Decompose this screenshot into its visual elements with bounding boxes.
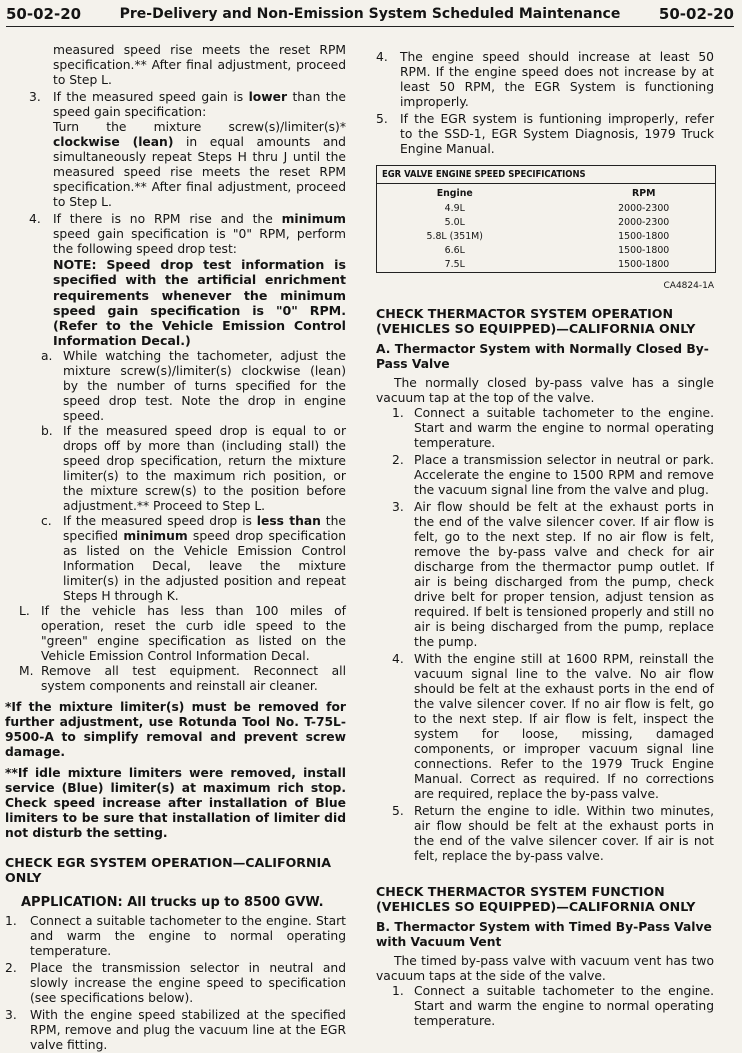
engine-cell: 5.8L (351M) — [426, 230, 483, 242]
page-number-left: 50-02-20 — [6, 5, 82, 23]
right-column — [376, 50, 714, 1029]
list-item — [376, 984, 714, 1029]
item-number: 4. — [29, 212, 41, 226]
engine-cell: 5.0L — [444, 216, 465, 228]
list-item — [376, 804, 714, 864]
item-number: 3. — [29, 90, 41, 104]
sub-item — [5, 424, 346, 514]
sub-item — [5, 349, 346, 424]
footnote: **If idle mixture limiters were removed, install service (Blue) limiter(s) at maximum rich stop. Check speed increase after installation of Blue limiters to be sure that installation of limiter did not disturb the setting. — [5, 765, 346, 840]
list-item — [376, 50, 714, 110]
list-item — [376, 112, 714, 157]
step-item — [5, 664, 346, 694]
sub-item-text: If the measured speed drop is less than the specified minimum speed drop specification as listed on the Vehicle Emission Control Information Decal, leave the mixture limiter(s) in the adjusted position and repeat Steps H through K. — [63, 513, 346, 603]
item-number: 3. — [5, 1007, 17, 1022]
subsection-heading: A. Thermactor System with Normally Closed By-Pass Valve — [376, 341, 709, 371]
item-number: 3. — [392, 499, 404, 514]
intro-paragraph: The timed by-pass valve with vacuum vent has two vacuum taps at the side of the valve. — [376, 953, 714, 983]
left-column — [5, 43, 346, 1053]
list-item — [376, 500, 714, 650]
item-text: Connect a suitable tachometer to the engine. Start and warm the engine to normal operating temperature. — [414, 983, 714, 1028]
list-item — [5, 90, 346, 120]
step-text: If the vehicle has less than 100 miles of operation, reset the curb idle speed to the "green" engine specification as listed on the Vehicle Emission Control Information Decal. — [41, 603, 346, 663]
item-text: Place a transmission selector in neutral or park. Accelerate the engine to 1500 RPM and remove the vacuum signal line from the valve and plug. — [414, 452, 714, 497]
item-text: The engine speed should increase at least 50 RPM. If the engine speed does not increase by at least 50 RPM, the EGR System is functioning improperly. — [400, 50, 714, 109]
item-number: 1. — [392, 405, 404, 420]
step-item — [5, 604, 346, 664]
egr-spec-table-box — [376, 165, 716, 273]
item-number: 1. — [5, 913, 17, 928]
list-item — [5, 212, 346, 257]
intro-paragraph: The normally closed by-pass valve has a single vacuum tap at the top of the valve. — [376, 375, 714, 405]
item-text: With the engine still at 1600 RPM, reinstall the vacuum signal line to the valve. No air flow should be felt at the exhaust ports in the end of the valve silencer cover. If no air flow is felt, go to the next step. If air flow is felt, inspect the system for loose, missing, damaged components, or improper vacuum signal line connections. Refer to the 1979 Truck Engine Manual. Correct as required. If no corrections are required, replace the by-pass valve. — [414, 651, 714, 801]
table-title: EGR VALVE ENGINE SPEED SPECIFICATIONS — [377, 166, 715, 184]
item-text: Connect a suitable tachometer to the engine. Start and warm the engine to normal operating temperature. — [30, 913, 346, 958]
subsection-heading: B. Thermactor System with Timed By-Pass Valve with Vacuum Vent — [376, 919, 712, 949]
note-block: NOTE: Speed drop test information is specified with the artificial enrichment requirements whenever the minimum speed gain specification is "0" RPM. (Refer to the Vehicle Emission Control Information Decal.) — [53, 257, 346, 349]
item-number: 4. — [376, 50, 388, 64]
step-letter: L. — [19, 603, 30, 618]
list-item — [376, 406, 714, 451]
rpm-cell: 2000-2300 — [618, 202, 670, 214]
section-heading: CHECK EGR SYSTEM OPERATION—CALIFORNIA ONLY — [5, 854, 331, 885]
footnote: *If the mixture limiter(s) must be removed for further adjustment, use Rotunda Tool No. T-75L-9500-A to simplify removal and prevent screw damage. — [5, 699, 346, 759]
rpm-cell: 2000-2300 — [618, 216, 670, 228]
item-text: Place the transmission selector in neutral and slowly increase the engine speed to specification (see specifications below). — [30, 960, 346, 1005]
sub-item-letter: a. — [41, 348, 53, 363]
item-text: If there is no RPM rise and the minimum speed gain specification is "0" RPM, perform the following speed drop test: — [53, 212, 346, 256]
item-text: Air flow should be felt at the exhaust ports in the end of the valve silencer cover. If air flow is felt, go to the next step. If no air flow is felt, remove the by-pass valve and check for air discharge from the thermactor pump outlet. If air is being discharged from the pump, check drive belt for proper tension, adjust tension as required. If belt is tensioned properly and still no air is being discharged from the pump, replace the pump. — [414, 499, 714, 649]
item-body: Turn the mixture screw(s)/limiter(s)* clockwise (lean) in equal amounts and simultaneously repeat Steps H thru J until the measured speed rise meets the reset RPM specification.** After final adjustment, proceed to Step L. — [53, 120, 346, 209]
list-item — [376, 652, 714, 802]
list-item — [5, 914, 346, 959]
item-text: If the EGR system is funtioning improperly, refer to the SSD-1, EGR System Diagnosis, 1979 Truck Engine Manual. — [400, 112, 714, 156]
item-number: 4. — [392, 651, 404, 666]
sub-item-text: If the measured speed drop is equal to or drops off by more than (including stall) the speed drop specification, return the mixture limiter(s) to the maximum rich position, or the mixture screw(s) to the position before adjustment.** Proceed to Step L. — [63, 423, 346, 513]
application-line: APPLICATION: All trucks up to 8500 GVW. — [21, 894, 324, 910]
list-item — [5, 1008, 346, 1053]
table-row — [377, 201, 715, 215]
page-header — [6, 4, 734, 27]
section-heading: CHECK THERMACTOR SYSTEM OPERATION (VEHICLES SO EQUIPPED)—CALIFORNIA ONLY — [376, 305, 696, 336]
page-number-right: 50-02-20 — [658, 5, 734, 23]
list-item — [376, 453, 714, 498]
column-header-engine: Engine — [436, 188, 473, 199]
table-row — [377, 215, 715, 229]
rpm-cell: 1500-1800 — [618, 259, 670, 271]
item-text: If the measured speed gain is lower than the speed gain specification: — [53, 90, 346, 119]
rpm-cell: 1500-1800 — [618, 230, 670, 242]
table-row — [377, 244, 715, 258]
engine-cell: 7.5L — [444, 259, 465, 271]
table-body — [377, 201, 715, 272]
step-letter: M. — [19, 663, 34, 678]
item-number: 2. — [392, 452, 404, 467]
item-number: 5. — [392, 803, 404, 818]
list-item — [5, 961, 346, 1006]
table-row — [377, 229, 715, 243]
page-title: Pre-Delivery and Non-Emission System Scheduled Maintenance — [119, 6, 621, 22]
sub-item-text: While watching the tachometer, adjust the mixture screw(s)/limiter(s) clockwise (lean) by the number of turns specified for the speed drop test. Note the drop in engine speed. — [63, 348, 346, 423]
item-text: Return the engine to idle. Within two minutes, air flow should be felt at the exhaust ports in the end of the valve silencer cover. If air is not felt, replace the by-pass valve. — [414, 803, 714, 863]
item-text: Connect a suitable tachometer to the engine. Start and warm the engine to normal operating temperature. — [414, 405, 714, 450]
figure-code: CA4824-1A — [663, 280, 714, 291]
sub-item — [5, 514, 346, 604]
sub-item-letter: b. — [41, 423, 53, 438]
rpm-cell: 1500-1800 — [618, 245, 670, 257]
step-text: Remove all test equipment. Reconnect all system components and reinstall air cleaner. — [41, 663, 346, 693]
continued-paragraph: measured speed rise meets the reset RPM specification.** After final adjustment, proceed to Step L. — [53, 43, 346, 87]
egr-spec-table — [377, 184, 715, 272]
table-row — [377, 258, 715, 272]
item-number: 5. — [376, 112, 388, 126]
item-text: With the engine speed stabilized at the specified RPM, remove and plug the vacuum line at the EGR valve fitting. — [30, 1007, 346, 1052]
column-header-rpm: RPM — [632, 188, 656, 199]
section-heading: CHECK THERMACTOR SYSTEM FUNCTION (VEHICLES SO EQUIPPED)—CALIFORNIA ONLY — [376, 883, 696, 914]
item-number: 1. — [392, 983, 404, 998]
item-number: 2. — [5, 960, 17, 975]
sub-item-letter: c. — [41, 513, 52, 528]
engine-cell: 4.9L — [444, 202, 465, 214]
engine-cell: 6.6L — [444, 245, 465, 257]
